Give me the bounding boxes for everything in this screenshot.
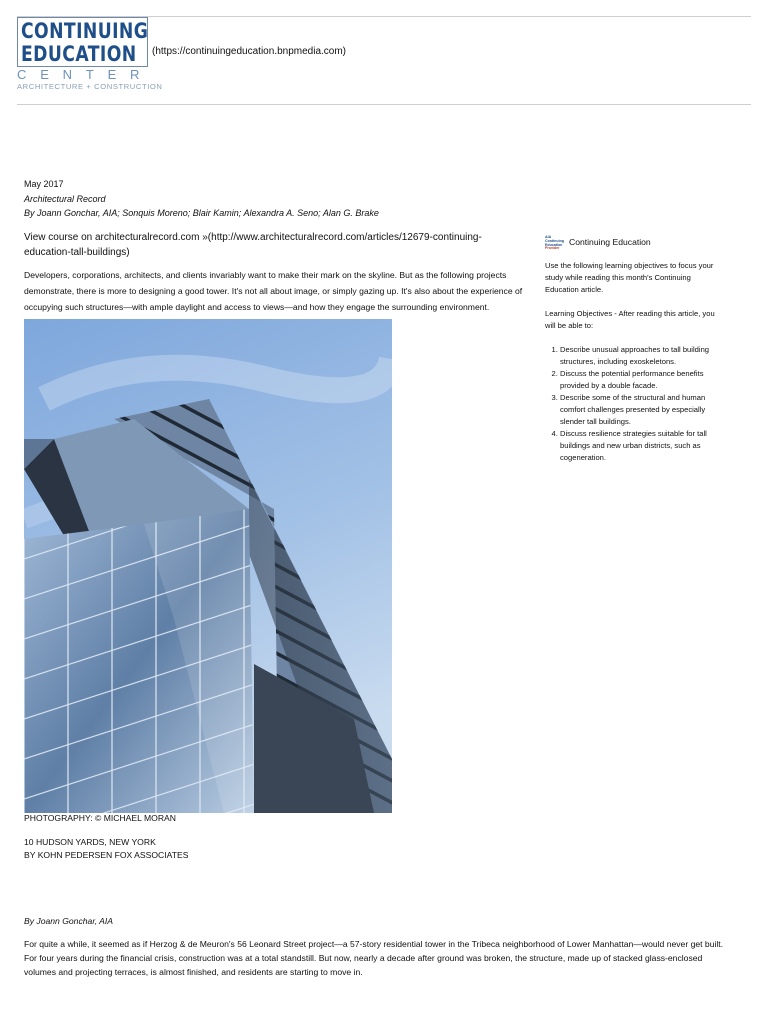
ce-header [545,234,725,250]
continuing-education-logo[interactable] [17,17,163,91]
learning-objectives-sidebar [545,234,725,464]
mini-logo-aia: AIA [545,235,552,239]
mini-logo-provider: Provider [545,246,560,251]
article-authors: By Joann Gonchar, AIA; Sonquis Moreno; Blair Kamin; Alexandra A. Seno; Alan G. Brake [24,208,379,218]
mini-logo-continuing: Continuing [545,238,564,243]
header-bottom-rule [17,104,751,105]
view-course-line [24,230,524,260]
tower-photo [24,319,392,813]
article-date: May 2017 [24,179,64,189]
sidebar-intro: Use the following learning objectives to focus your study while reading this month's Continuing Education article. [545,261,714,294]
photo-architect: BY KOHN PEDERSEN FOX ASSOCIATES [24,850,189,860]
aia-provider-logo [545,236,567,251]
body-paragraph: For quite a while, it seemed as if Herzog & de Meuron's 56 Leonard Street project—a 57-story residential tower in the Tribeca neighborhood of Lower Manhattan—would never get built. For four years during the financial crisis, construction was at a total standstill. But now, nearly a decade after ground was broken, the structure, made up of stacked glass-enclosed volumes and projecting terraces, is almost finished, and residents are starting to move in. [24,939,724,977]
objective-item: 4. Discuss resilience strategies suitable for tall buildings and new urban districts, such as cogeneration. [560,428,725,464]
intro-paragraph: Developers, corporations, architects, and clients invariably want to make their mark on the skyline. But as the following projects demonstrate, there is more to designing a good tower. It's not all about image, or simply gazing up. It's also about the experience of occupying such structures—with ample daylight and access to views—and how they engage the surrounding environment. [24,270,523,312]
view-course-url-link[interactable]: (http://www.architecturalrecord.com/articles/12679-continuing-education-tall-buildings) [24,232,482,258]
section-byline: By Joann Gonchar, AIA [24,916,114,926]
objective-item: 1. Describe unusual approaches to tall building structures, including exoskeletons. [560,344,725,368]
photo-credit: PHOTOGRAPHY: © MICHAEL MORAN [24,813,176,823]
logo-line-continuing: CONTINUING [21,19,149,43]
objectives-list [545,344,725,464]
objectives-heading: Learning Objectives - After reading this article, you will be able to: [545,309,715,330]
photo-caption [24,836,188,862]
logo-line-tagline: ARCHITECTURE + CONSTRUCTION [17,82,163,91]
sidebar-title: Continuing Education [569,237,651,247]
objective-item: 2. Discuss the potential performance benefits provided by a double facade. [560,368,725,392]
logo-line-education: EDUCATION [21,42,137,66]
objective-item: 3. Describe some of the structural and human comfort challenges presented by especially slender tall buildings. [560,392,725,428]
site-url-link[interactable]: (https://continuingeducation.bnpmedia.com) [152,46,347,57]
view-course-label[interactable]: View course on architecturalrecord.com » [24,232,208,243]
publication-name: Architectural Record [24,194,106,204]
logo-line-center: CENTER [17,67,154,82]
mini-logo-education: Education [545,242,563,247]
photo-title: 10 HUDSON YARDS, NEW YORK [24,837,156,847]
